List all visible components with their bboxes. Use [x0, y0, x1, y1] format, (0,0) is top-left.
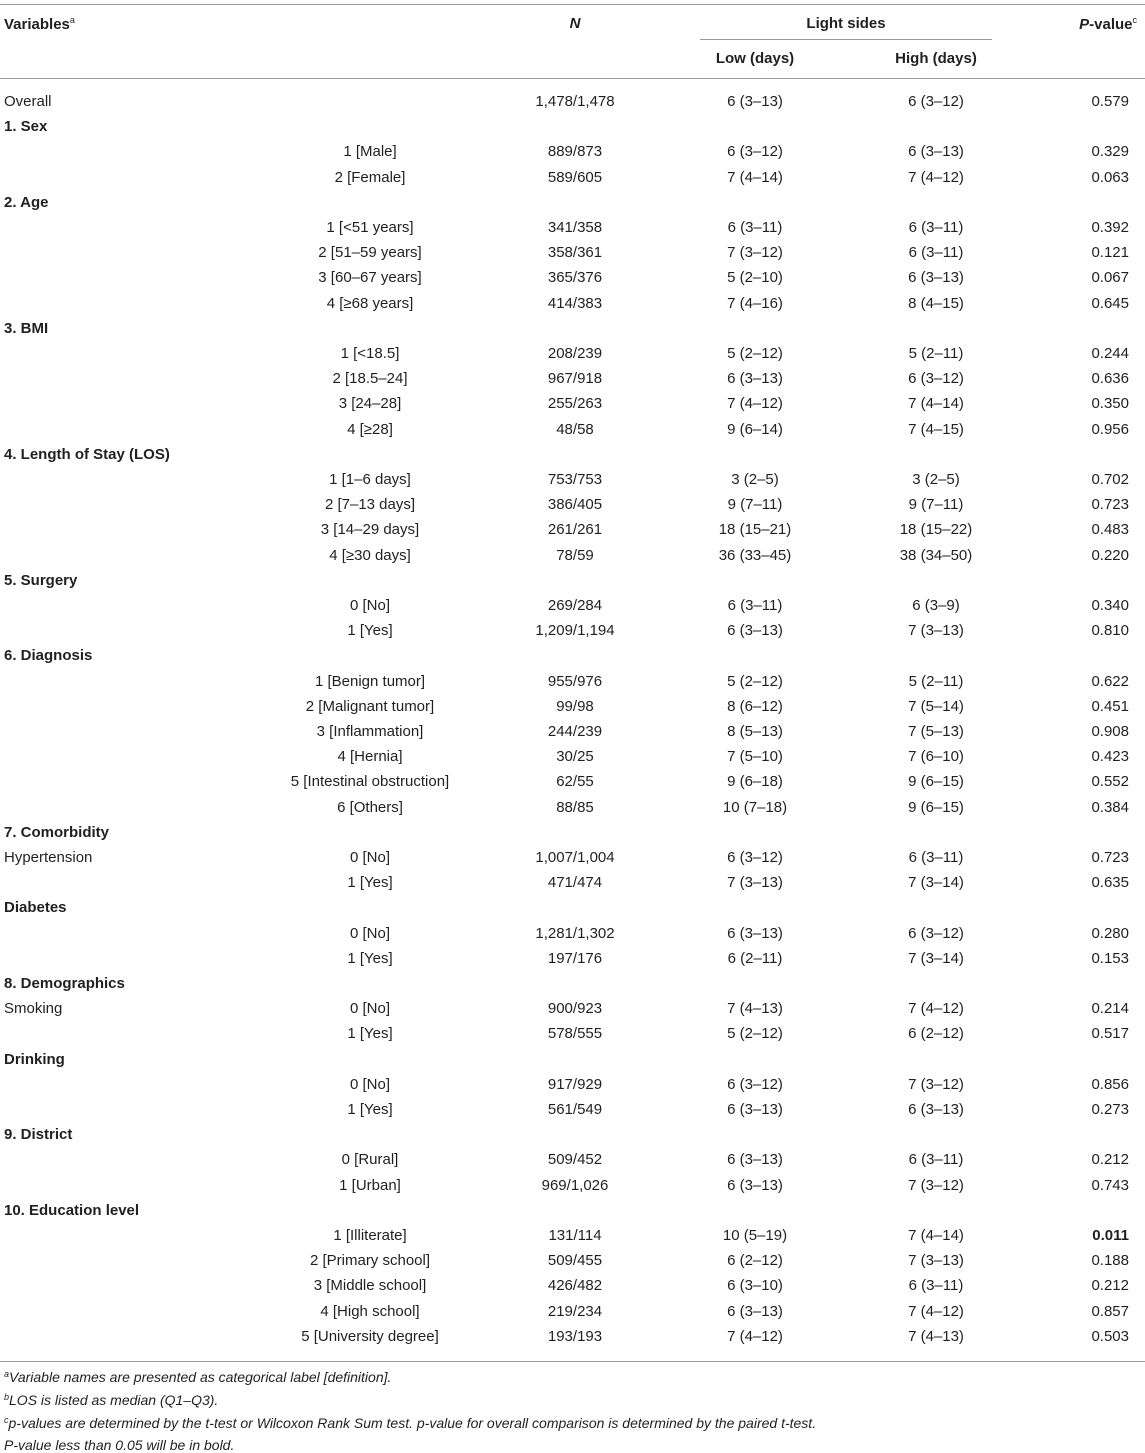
p-value: 0.011: [1092, 1227, 1129, 1244]
high-days-value: 7 (6–10): [908, 748, 964, 766]
group-label: 5. Surgery: [4, 571, 78, 589]
p-value: 0.384: [1091, 798, 1129, 816]
p-value: 0.483: [1091, 521, 1129, 539]
header-n: N: [569, 15, 581, 32]
low-days-value: 9 (6–14): [727, 420, 783, 438]
group-header-row: [0, 568, 1145, 593]
n-value: 365/376: [547, 269, 603, 287]
n-value: 48/58: [556, 420, 594, 438]
low-days-value: 6 (3–13): [727, 1302, 783, 1320]
category-label: 3 [60–67 years]: [318, 269, 422, 287]
group-label: 7. Comorbidity: [4, 823, 110, 841]
table-row: [0, 240, 1145, 265]
high-days-value: 7 (3–14): [908, 874, 964, 892]
n-value: 88/85: [556, 798, 594, 816]
low-days-value: 6 (2–12): [727, 1252, 783, 1270]
p-value: 0.645: [1091, 294, 1129, 312]
high-days-value: 8 (4–15): [908, 294, 964, 312]
high-days-value: 6 (2–12): [908, 1025, 964, 1043]
low-days-value: 36 (33–45): [718, 546, 792, 564]
low-days-value: 7 (4–13): [727, 1000, 783, 1018]
high-days-value: 7 (5–14): [908, 697, 964, 715]
p-value: 0.423: [1091, 748, 1129, 766]
n-value: 30/25: [556, 748, 594, 766]
header-variables: Variables$^a$: [4, 15, 75, 33]
n-value: 358/361: [547, 244, 603, 262]
variable-label: Overall: [4, 93, 52, 110]
high-days-value: 6 (3–13): [908, 1101, 964, 1118]
low-days-value: 6 (3–11): [727, 597, 783, 614]
category-label: 0 [No]: [349, 849, 391, 866]
category-label: 0 [No]: [349, 924, 391, 942]
table-row: [0, 391, 1145, 416]
category-label: 3 [14–29 days]: [320, 521, 420, 539]
group-header-row: [0, 1047, 1145, 1072]
n-value: 578/555: [547, 1025, 603, 1043]
category-label: 4 [≥68 years]: [326, 294, 414, 312]
header-light-sides: Light sides: [806, 15, 886, 32]
p-value: 0.063: [1091, 168, 1129, 186]
low-days-value: 6 (2–11): [727, 949, 783, 967]
category-label: 1 [<51 years]: [326, 219, 414, 236]
n-value: 131/114: [548, 1227, 602, 1244]
table-row: [0, 215, 1145, 240]
n-value: 1,478/1,478: [535, 93, 615, 110]
low-days-value: 7 (4–12): [727, 1327, 783, 1345]
high-days-value: 6 (3–12): [908, 370, 964, 388]
category-label: 1 [Yes]: [347, 949, 393, 967]
table-bottom-rule: [0, 1361, 1145, 1362]
high-days-value: 6 (3–13): [908, 143, 964, 161]
p-value: 0.635: [1091, 874, 1129, 892]
p-value: 0.857: [1091, 1302, 1129, 1320]
low-days-value: 3 (2–5): [731, 471, 779, 488]
n-value: 589/605: [547, 168, 603, 186]
category-label: 1 [1–6 days]: [329, 471, 411, 488]
n-value: 219/234: [547, 1302, 603, 1320]
n-value: 509/455: [547, 1252, 603, 1270]
n-value: 917/929: [547, 1075, 603, 1093]
low-days-value: 6 (3–13): [727, 370, 783, 388]
low-days-value: 8 (6–12): [727, 697, 783, 715]
variable-label: Hypertension: [4, 849, 93, 866]
n-value: 255/263: [547, 395, 603, 413]
high-days-value: 6 (3–11): [908, 244, 964, 262]
table-row: [0, 921, 1145, 946]
low-days-value: 5 (2–12): [727, 345, 783, 362]
table-row: [0, 1223, 1145, 1248]
category-label: 3 [24–28]: [338, 395, 402, 413]
high-days-value: 7 (5–13): [908, 723, 964, 740]
high-days-value: 7 (4–12): [908, 168, 964, 186]
n-value: 471/474: [547, 874, 603, 892]
p-value: 0.908: [1091, 723, 1129, 740]
category-label: 5 [Intestinal obstruction]: [290, 773, 450, 791]
n-value: 900/923: [547, 1000, 603, 1018]
p-value: 0.579: [1091, 93, 1129, 110]
high-days-value: 6 (3–11): [908, 219, 964, 236]
table-row: [0, 1324, 1145, 1349]
n-value: 193/193: [547, 1327, 603, 1345]
high-days-value: 7 (4–15): [908, 420, 964, 438]
p-value: 0.956: [1091, 420, 1129, 438]
p-value: 0.723: [1091, 849, 1129, 866]
footnote-text: P-value less than 0.05 will be in bold.: [4, 1437, 235, 1453]
p-value: 0.212: [1091, 1277, 1129, 1295]
footnote-marker: a: [4, 1369, 10, 1379]
group-label: 6. Diagnosis: [4, 647, 93, 665]
p-value: 0.214: [1091, 1000, 1129, 1018]
category-label: 1 [<18.5]: [340, 345, 400, 362]
category-label: 4 [≥28]: [347, 420, 393, 438]
low-days-value: 7 (4–16): [727, 294, 783, 312]
group-header-row: [0, 1122, 1145, 1147]
p-value: 0.503: [1091, 1327, 1129, 1345]
low-days-value: 8 (5–13): [727, 723, 783, 740]
high-days-value: 7 (3–13): [908, 622, 964, 640]
low-days-value: 6 (3–13): [727, 1151, 783, 1169]
low-days-value: 6 (3–13): [727, 924, 783, 942]
high-days-value: 5 (2–11): [908, 672, 964, 690]
n-value: 889/873: [547, 143, 603, 161]
category-label: 1 [Yes]: [347, 1101, 393, 1118]
p-value: 0.392: [1091, 219, 1129, 236]
category-label: 1 [Yes]: [347, 622, 393, 640]
category-label: 2 [Female]: [334, 168, 406, 186]
p-value: 0.636: [1091, 370, 1129, 388]
group-label: 10. Education level: [4, 1201, 140, 1219]
high-days-value: 9 (7–11): [908, 496, 964, 514]
group-header-row: [0, 895, 1145, 920]
table-row: [0, 291, 1145, 316]
group-header-row: [0, 114, 1145, 139]
table-row: [0, 795, 1145, 820]
p-value: 0.723: [1091, 496, 1129, 514]
category-label: 0 [No]: [349, 1000, 391, 1018]
n-value: 955/976: [547, 672, 603, 690]
table-row: [0, 845, 1145, 870]
n-value: 426/482: [547, 1277, 603, 1295]
group-label: 8. Demographics: [4, 975, 125, 992]
low-days-value: 7 (3–12): [727, 244, 783, 262]
high-days-value: 6 (3–12): [908, 924, 964, 942]
header-sub-rule: [700, 39, 992, 40]
category-label: 5 [University degree]: [301, 1327, 439, 1345]
table-row: [0, 366, 1145, 391]
low-days-value: 7 (4–12): [727, 395, 783, 413]
category-label: 2 [51–59 years]: [318, 244, 422, 262]
p-value: 0.212: [1091, 1151, 1129, 1169]
p-value: 0.340: [1091, 597, 1129, 614]
category-label: 2 [7–13 days]: [324, 496, 416, 514]
table-row: [0, 593, 1145, 618]
group-label: 1. Sex: [4, 118, 48, 136]
table-row: [0, 1021, 1145, 1046]
table-row: [0, 719, 1145, 744]
high-days-value: 9 (6–15): [908, 798, 964, 816]
category-label: 1 [Male]: [343, 143, 397, 161]
category-label: 2 [18.5–24]: [332, 370, 408, 388]
p-value: 0.273: [1091, 1101, 1129, 1118]
n-value: 561/549: [547, 1101, 603, 1118]
table-row: [0, 1147, 1145, 1172]
footnote-marker: c: [4, 1415, 9, 1425]
high-days-value: 7 (4–14): [908, 1227, 964, 1244]
footnote-marker: b: [4, 1392, 10, 1402]
low-days-value: 7 (3–13): [727, 874, 783, 892]
high-days-value: 7 (3–14): [908, 949, 964, 967]
table-row: [0, 769, 1145, 794]
p-value: 0.350: [1091, 395, 1129, 413]
n-value: 509/452: [547, 1151, 603, 1169]
high-days-value: 6 (3–11): [908, 849, 964, 866]
low-days-value: 6 (3–13): [727, 1176, 783, 1194]
group-label: 9. District: [4, 1126, 73, 1144]
n-value: 244/239: [547, 723, 603, 740]
table-row: [0, 492, 1145, 517]
table-row: [0, 1072, 1145, 1097]
high-days-value: 7 (4–14): [908, 395, 964, 413]
table-row: [0, 89, 1145, 114]
n-value: 967/918: [547, 370, 603, 388]
p-value: 0.244: [1091, 345, 1129, 362]
category-label: 1 [Yes]: [347, 874, 393, 892]
table-row: [0, 870, 1145, 895]
footnote: [4, 1369, 391, 1385]
table-row: [0, 467, 1145, 492]
p-value: 0.810: [1091, 622, 1129, 640]
variable-label: Smoking: [4, 1000, 63, 1018]
high-days-value: 6 (3–12): [908, 93, 964, 110]
low-days-value: 10 (7–18): [722, 798, 788, 816]
high-days-value: 38 (34–50): [899, 546, 973, 564]
high-days-value: 5 (2–11): [908, 345, 964, 362]
category-label: 1 [Illiterate]: [333, 1227, 407, 1244]
high-days-value: 7 (4–12): [908, 1302, 964, 1320]
table-row: [0, 417, 1145, 442]
high-days-value: 3 (2–5): [912, 471, 960, 488]
p-value: 0.743: [1091, 1176, 1129, 1194]
n-value: 1,209/1,194: [535, 622, 615, 640]
table-row: [0, 265, 1145, 290]
n-value: 99/98: [556, 697, 594, 715]
footnote: [4, 1437, 234, 1453]
high-days-value: 6 (3–11): [908, 1277, 964, 1295]
group-header-row: [0, 190, 1145, 215]
low-days-value: 7 (5–10): [727, 748, 783, 766]
group-label: 4. Length of Stay (LOS): [4, 445, 170, 463]
n-value: 269/284: [547, 597, 603, 614]
table-row: [0, 341, 1145, 366]
category-label: 1 [Benign tumor]: [314, 672, 426, 690]
low-days-value: 18 (15–21): [718, 521, 792, 539]
p-value: 0.856: [1091, 1075, 1129, 1093]
group-header-row: [0, 1198, 1145, 1223]
table-top-rule: [0, 4, 1145, 5]
n-value: 1,007/1,004: [535, 849, 615, 866]
category-label: 0 [No]: [349, 1075, 391, 1093]
table-row: [0, 694, 1145, 719]
n-value: 753/753: [547, 471, 603, 488]
p-value: 0.702: [1091, 471, 1129, 488]
table-row: [0, 744, 1145, 769]
low-days-value: 6 (3–11): [727, 219, 783, 236]
p-value: 0.517: [1091, 1025, 1129, 1043]
header-high: High (days): [895, 50, 977, 67]
table-row: [0, 669, 1145, 694]
low-days-value: 5 (2–12): [727, 1025, 783, 1043]
category-label: 3 [Inflammation]: [316, 723, 424, 740]
table-row: [0, 618, 1145, 643]
low-days-value: 6 (3–12): [727, 143, 783, 161]
low-days-value: 7 (4–14): [727, 168, 783, 186]
high-days-value: 6 (3–13): [908, 269, 964, 287]
low-days-value: 9 (7–11): [727, 496, 783, 514]
n-value: 78/59: [556, 546, 594, 564]
table-row: [0, 1273, 1145, 1298]
low-days-value: 6 (3–12): [727, 1075, 783, 1093]
p-value: 0.121: [1091, 244, 1129, 262]
category-label: 1 [Urban]: [339, 1176, 401, 1194]
group-label: Diabetes: [4, 899, 67, 917]
low-days-value: 9 (6–18): [727, 773, 783, 791]
p-value: 0.067: [1091, 269, 1129, 287]
table-row: [0, 996, 1145, 1021]
n-value: 386/405: [547, 496, 603, 514]
footnote: [4, 1392, 218, 1408]
group-header-row: [0, 820, 1145, 845]
footnote-text: Variable names are presented as categorical label [definition].: [9, 1369, 392, 1385]
low-days-value: 5 (2–10): [727, 269, 783, 287]
group-header-row: [0, 442, 1145, 467]
table-row: [0, 139, 1145, 164]
table-row: [0, 1173, 1145, 1198]
footnote-text: p-values are determined by the t-test or Wilcoxon Rank Sum test. p-value for overall comparison is determined by the paired t-test.: [8, 1415, 817, 1431]
low-days-value: 6 (3–13): [727, 1101, 783, 1118]
p-value: 0.552: [1091, 773, 1129, 791]
group-label: Drinking: [4, 1050, 65, 1068]
table-row: [0, 1299, 1145, 1324]
group-header-row: [0, 316, 1145, 341]
table-row: [0, 165, 1145, 190]
high-days-value: 7 (4–13): [908, 1327, 964, 1345]
low-days-value: 6 (3–10): [727, 1277, 783, 1295]
high-days-value: 18 (15–22): [899, 521, 973, 539]
group-label: 2. Age: [4, 193, 49, 211]
low-days-value: 6 (3–12): [727, 849, 783, 866]
high-days-value: 7 (3–13): [908, 1252, 964, 1270]
p-value: 0.188: [1091, 1252, 1129, 1270]
category-label: 2 [Malignant tumor]: [305, 697, 435, 715]
table-row: [0, 1248, 1145, 1273]
table-row: [0, 946, 1145, 971]
n-value: 62/55: [556, 773, 594, 791]
table-row: [0, 517, 1145, 542]
low-days-value: 5 (2–12): [727, 672, 783, 690]
category-label: 6 [Others]: [337, 798, 403, 816]
footnote-text: LOS is listed as median (Q1–Q3).: [9, 1392, 219, 1408]
category-label: 4 [≥30 days]: [329, 546, 411, 564]
p-value: 0.451: [1091, 697, 1129, 715]
header-p-value: P-value$^c$: [1079, 15, 1137, 33]
n-value: 197/176: [547, 949, 603, 967]
category-label: 4 [Hernia]: [337, 748, 403, 766]
group-label: 3. BMI: [4, 319, 49, 337]
group-header-row: [0, 971, 1145, 996]
high-days-value: 6 (3–9): [912, 597, 960, 614]
low-days-value: 6 (3–13): [727, 93, 783, 110]
group-header-row: [0, 643, 1145, 668]
low-days-value: 6 (3–13): [727, 622, 783, 640]
n-value: 208/239: [547, 345, 603, 362]
p-value: 0.329: [1091, 143, 1129, 161]
footnote: [4, 1415, 816, 1431]
category-label: 4 [High school]: [320, 1302, 420, 1320]
n-value: 1,281/1,302: [535, 924, 615, 942]
high-days-value: 7 (3–12): [908, 1075, 964, 1093]
n-value: 341/358: [547, 219, 603, 236]
category-label: 3 [Middle school]: [313, 1277, 427, 1295]
table-row: [0, 1097, 1145, 1122]
category-label: 1 [Yes]: [347, 1025, 393, 1043]
n-value: 414/383: [547, 294, 603, 312]
category-label: 0 [Rural]: [341, 1151, 399, 1169]
category-label: 0 [No]: [349, 597, 391, 614]
p-value: 0.280: [1091, 924, 1129, 942]
n-value: 261/261: [547, 521, 603, 539]
p-value: 0.153: [1091, 949, 1129, 967]
table-header-rule: [0, 78, 1145, 79]
p-value: 0.622: [1091, 672, 1129, 690]
category-label: 2 [Primary school]: [309, 1252, 431, 1270]
high-days-value: 7 (4–12): [908, 1000, 964, 1018]
header-low: Low (days): [715, 50, 795, 67]
table-row: [0, 543, 1145, 568]
low-days-value: 10 (5–19): [722, 1227, 788, 1244]
p-value: 0.220: [1091, 546, 1129, 564]
high-days-value: 7 (3–12): [908, 1176, 964, 1194]
n-value: 969/1,026: [541, 1176, 609, 1194]
high-days-value: 9 (6–15): [908, 773, 964, 791]
high-days-value: 6 (3–11): [908, 1151, 964, 1169]
